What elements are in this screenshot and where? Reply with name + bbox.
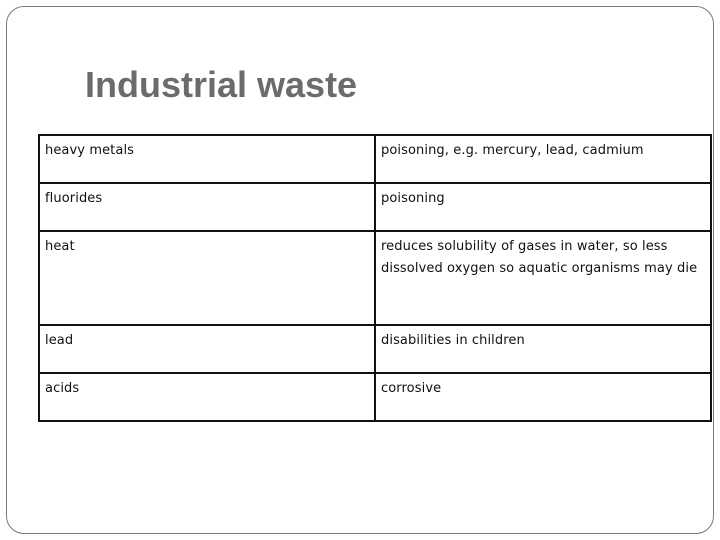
effect-cell: reduces solubility of gases in water, so less dissolved oxygen so aquatic organisms may die [375, 231, 711, 325]
effect-cell: poisoning, e.g. mercury, lead, cadmium [375, 135, 711, 183]
table-row [39, 373, 711, 421]
slide-frame [6, 6, 714, 534]
pollutant-cell: lead [39, 325, 375, 373]
effect-cell: corrosive [375, 373, 711, 421]
table-row [39, 231, 711, 325]
pollutant-cell: heat [39, 231, 375, 325]
pollutant-cell: heavy metals [39, 135, 375, 183]
pollutant-cell: acids [39, 373, 375, 421]
table-row [39, 325, 711, 373]
table-row [39, 135, 711, 183]
slide-title: Industrial waste [85, 64, 358, 105]
industrial-waste-table [38, 134, 712, 422]
pollutant-cell: fluorides [39, 183, 375, 231]
effect-cell: poisoning [375, 183, 711, 231]
table-row [39, 183, 711, 231]
effect-cell: disabilities in children [375, 325, 711, 373]
